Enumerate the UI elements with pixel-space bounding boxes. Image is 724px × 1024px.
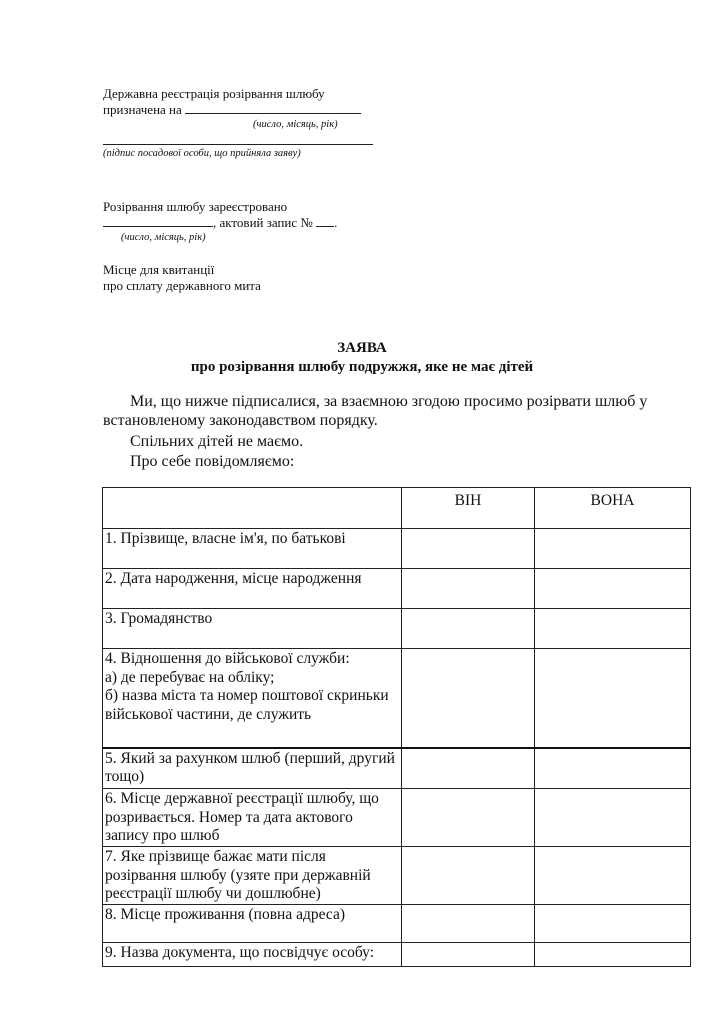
body-paragraph-1: Ми, що нижче підписалися, за взаємною згодою просимо розірвати шлюб у встановленому законодавством порядку. bbox=[103, 393, 648, 429]
registered-date-blank[interactable] bbox=[103, 215, 213, 227]
she-cell[interactable] bbox=[535, 905, 691, 943]
document-title: ЗАЯВА bbox=[337, 340, 387, 356]
he-cell[interactable] bbox=[402, 649, 535, 748]
row-label: 1. Прізвище, власне ім'я, по батькові bbox=[103, 529, 402, 569]
row-label: 3. Громадянство bbox=[103, 609, 402, 649]
table-row bbox=[103, 569, 691, 609]
he-cell[interactable] bbox=[402, 943, 535, 967]
body-paragraph-3: Про себе повідомляємо: bbox=[130, 453, 295, 470]
he-cell[interactable] bbox=[402, 569, 535, 609]
table-row bbox=[103, 847, 691, 905]
registered-line1: Розірвання шлюбу зареєстровано bbox=[103, 199, 288, 214]
receipt-line2: про сплату державного мита bbox=[103, 278, 261, 293]
table-row bbox=[103, 789, 691, 847]
he-cell[interactable] bbox=[402, 789, 535, 847]
he-cell[interactable] bbox=[402, 905, 535, 943]
table-header-row bbox=[103, 488, 691, 529]
row-label: 5. Який за рахунком шлюб (перший, другий тощо) bbox=[103, 748, 402, 789]
she-cell[interactable] bbox=[535, 943, 691, 967]
registered-line2: , актовий запис № . bbox=[103, 215, 337, 231]
signature-hint: (підпис посадової особи, що прийняла заяву) bbox=[103, 148, 301, 159]
receipt-line1: Місце для квитанції bbox=[103, 262, 215, 277]
table-row bbox=[103, 748, 691, 789]
row-label: 6. Місце державної реєстрації шлюбу, що розривається. Номер та дата актового запису про шлюб bbox=[103, 789, 402, 847]
table-row bbox=[103, 905, 691, 943]
registration-date-hint: (число, місяць, рік) bbox=[253, 119, 338, 130]
table-row bbox=[103, 609, 691, 649]
she-cell[interactable] bbox=[535, 789, 691, 847]
she-cell[interactable] bbox=[535, 609, 691, 649]
he-cell[interactable] bbox=[402, 847, 535, 905]
header-empty-cell bbox=[103, 488, 402, 529]
she-cell[interactable] bbox=[535, 847, 691, 905]
registration-line2: призначена на bbox=[103, 102, 373, 118]
body-paragraph-2: Спільних дітей не маємо. bbox=[130, 433, 304, 450]
receipt-block bbox=[103, 262, 261, 294]
date-blank[interactable] bbox=[185, 102, 361, 114]
document-subtitle: про розірвання шлюбу подружжя, яке не має дітей bbox=[190, 359, 534, 375]
registration-line1: Державна реєстрація розірвання шлюбу bbox=[103, 86, 325, 101]
she-cell[interactable] bbox=[535, 529, 691, 569]
table-row bbox=[103, 529, 691, 569]
signature-line[interactable] bbox=[103, 144, 373, 145]
she-cell[interactable] bbox=[535, 649, 691, 748]
registered-date-hint: (число, місяць, рік) bbox=[121, 232, 206, 243]
applicant-table bbox=[102, 487, 691, 967]
record-number-blank[interactable] bbox=[316, 215, 334, 227]
registration-block bbox=[103, 86, 373, 160]
table-row bbox=[103, 943, 691, 967]
row-label: 7. Яке прізвище бажає мати після розірвання шлюбу (узяте при державній реєстрації шлюбу чи дошлюбне) bbox=[103, 847, 402, 905]
she-cell[interactable] bbox=[535, 748, 691, 789]
she-cell[interactable] bbox=[535, 569, 691, 609]
row-label: 4. Відношення до військової служби: а) де перебуває на обліку; б) назва міста та номер поштової скриньки військової частини, де служить bbox=[103, 649, 402, 748]
row-label: 2. Дата народження, місце народження bbox=[103, 569, 402, 609]
registered-block bbox=[103, 199, 337, 244]
row-label: 8. Місце проживання (повна адреса) bbox=[103, 905, 402, 943]
he-cell[interactable] bbox=[402, 529, 535, 569]
header-he: ВІН bbox=[402, 488, 535, 529]
he-cell[interactable] bbox=[402, 748, 535, 789]
header-she: ВОНА bbox=[535, 488, 691, 529]
row-label: 9. Назва документа, що посвідчує особу: bbox=[103, 943, 402, 967]
he-cell[interactable] bbox=[402, 609, 535, 649]
table-row bbox=[103, 649, 691, 748]
